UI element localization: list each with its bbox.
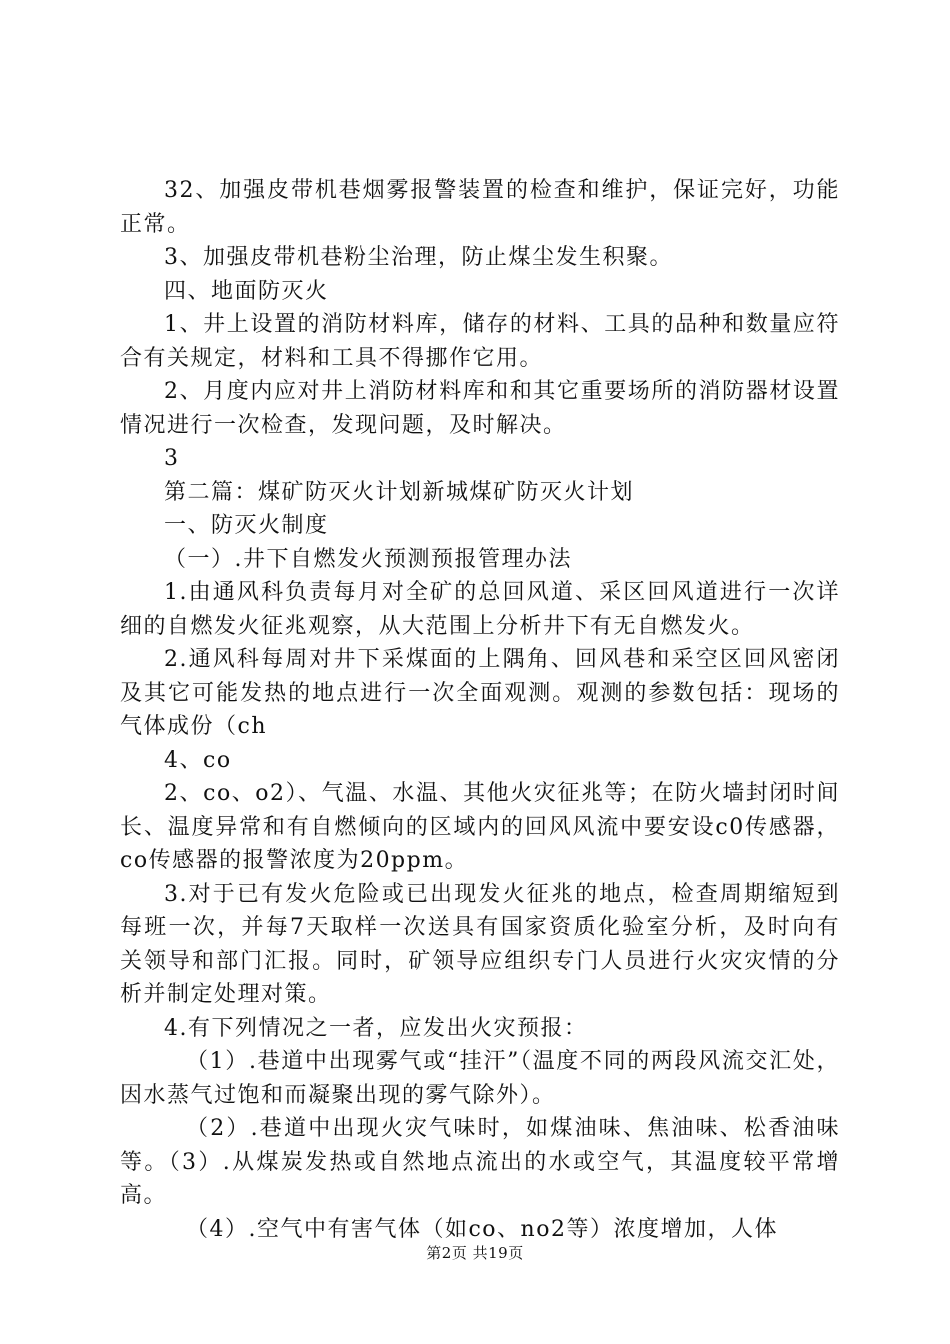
- paragraph: 3.对于已有发火危险或已出现发火征兆的地点，检查周期缩短到每班一次，并每7天取样一次送具有国家资质化验室分析，及时向有关领导和部门汇报。同时，矿领导应组织专门人员进行火灾灾情的分析并制定处理对策。: [120, 881, 840, 1007]
- paragraph: 4、co: [164, 747, 232, 773]
- paragraph: 2、co、o2）、气温、水温、其他火灾征兆等；在防火墙封闭时间长、温度异常和有自燃倾向的区域内的回风风流中要安设c0传感器，co传感器的报警浓度为20ppm。: [120, 781, 840, 873]
- paragraph: （1）.巷道中出现雾气或“挂汗”（温度不同的两段风流交汇处，因水蒸气过饱和而凝聚出现的雾气除外）。: [120, 1049, 840, 1108]
- paragraph: 1、井上设置的消防材料库，储存的材料、工具的品种和数量应符合有关规定，材料和工具不得挪作它用。: [120, 312, 840, 371]
- paragraph: 3、加强皮带机巷粉尘治理，防止煤尘发生积聚。: [164, 245, 673, 270]
- paragraph: 3: [164, 446, 180, 471]
- paragraph: 一、防灭火制度: [164, 513, 329, 538]
- paragraph: （4）.空气中有害气体（如co、no2等）浓度增加，人体: [186, 1216, 778, 1242]
- paragraph: 第二篇：煤矿防灭火计划新城煤矿防灭火计划: [164, 479, 635, 505]
- paragraph: 4.有下列情况之一者，应发出火灾预报：: [164, 1015, 588, 1041]
- paragraph: 1.由通风科负责每月对全矿的总回风道、采区回风道进行一次详细的自燃发火征兆观察，从大范围上分析井下有无自燃发火。: [120, 580, 840, 639]
- paragraph: 2、月度内应对井上消防材料库和和其它重要场所的消防器材设置情况进行一次检查，发现问题，及时解决。: [120, 379, 840, 438]
- body-text: [120, 174, 840, 1246]
- paragraph: （2）.巷道中出现火灾气味时，如煤油味、焦油味、松香油味等。（3）.从煤炭发热或自然地点流出的水或空气，其温度较平常增高。: [120, 1116, 840, 1208]
- paragraph: 32、加强皮带机巷烟雾报警装置的检查和维护，保证完好，功能正常。: [120, 178, 840, 237]
- paragraph: （一）.井下自燃发火预测预报管理办法: [164, 546, 572, 572]
- paragraph: 四、地面防灭火: [164, 278, 329, 304]
- paragraph: 2.通风科每周对井下采煤面的上隅角、回风巷和采空区回风密闭及其它可能发热的地点进行一次全面观测。观测的参数包括：现场的气体成份（ch: [120, 647, 840, 739]
- page-footer: 第2页 共19页: [426, 1244, 524, 1262]
